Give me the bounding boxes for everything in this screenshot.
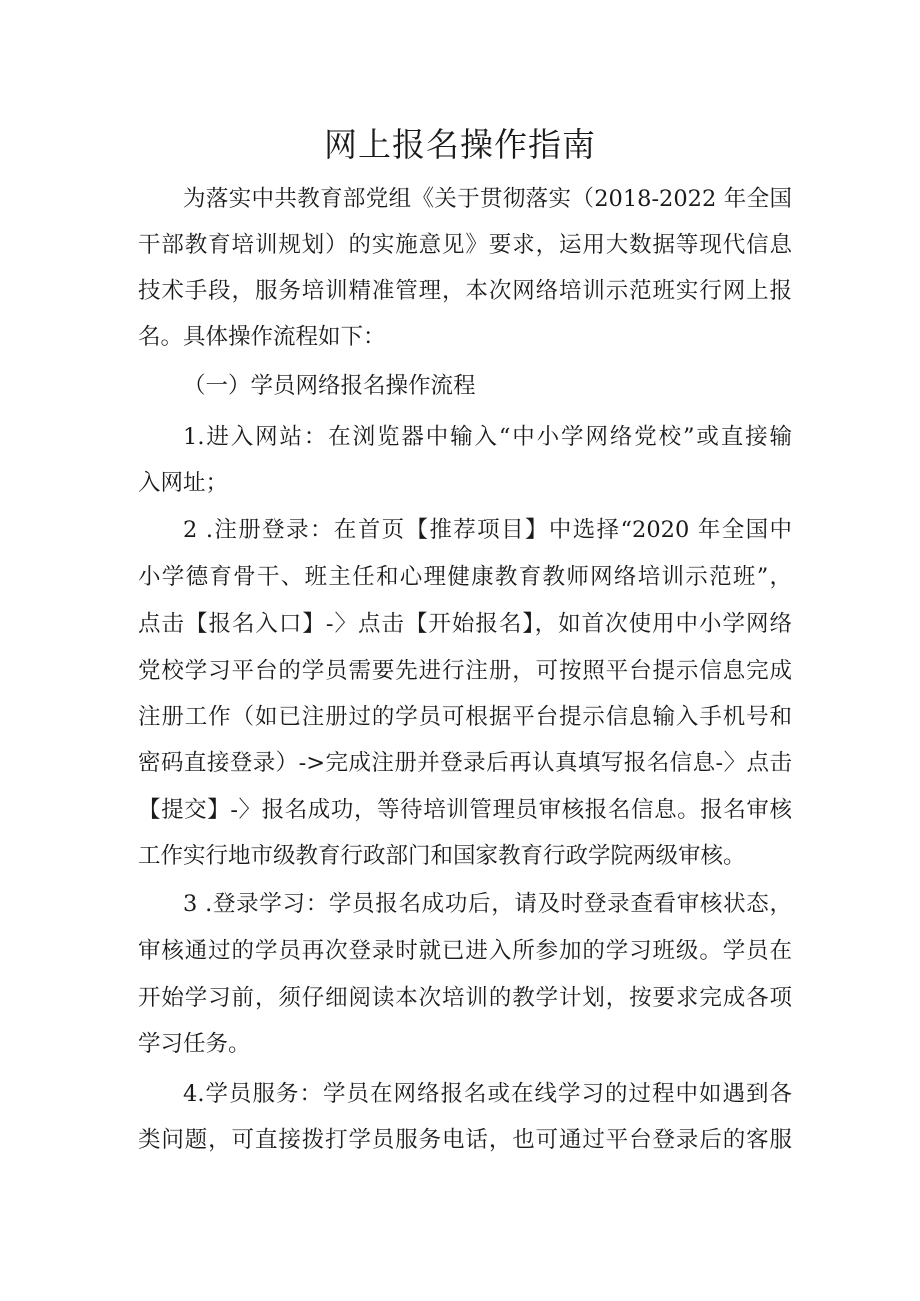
paragraph-line: 入网址； [138,470,229,496]
paragraph-line: 干部教育培训规划）的实施意见》要求，运用大数据等现代信息 [138,232,792,258]
section-heading: （一）学员网络报名操作流程 [183,373,476,399]
paragraph-line: 1.进入网站：在浏览器中输入“中小学网络党校”或直接输 [183,424,792,450]
paragraph-line: 2 .注册登录：在首页【推荐项目】中选择“2020 年全国中 [183,517,792,543]
paragraph-line: 注册工作（如已注册过的学员可根据平台提示信息输入手机号和 [138,704,792,730]
paragraph-line: 技术手段，服务培训精准管理，本次网络培训示范班实行网上报 [138,278,792,304]
paragraph-line: 小学德育骨干、班主任和心理健康教育教师网络培训示范班”， [138,564,792,590]
paragraph-line: 工作实行地市级教育行政部门和国家教育行政学院两级审核。 [138,843,746,869]
paragraph-line: 密码直接登录）->完成注册并登录后再认真填写报名信息-〉点击 [138,750,792,776]
paragraph-line: 为落实中共教育部党组《关于贯彻落实（2018-2022 年全国 [183,186,792,212]
paragraph-line: 3 .登录学习：学员报名成功后，请及时登录查看审核状态， [183,891,792,917]
paragraph-line: 党校学习平台的学员需要先进行注册，可按照平台提示信息完成 [138,658,792,684]
paragraph-line: 审核通过的学员再次登录时就已进入所参加的学习班级。学员在 [138,938,792,964]
paragraph-line: 类问题，可直接拨打学员服务电话，也可通过平台登录后的客服 [138,1127,792,1153]
paragraph-line: 开始学习前，须仔细阅读本次培训的教学计划，按要求完成各项 [138,985,792,1011]
paragraph-line: 【提交】-〉报名成功，等待培训管理员审核报名信息。报名审核 [138,797,792,823]
paragraph-line: 点击【报名入口】-〉点击【开始报名】，如首次使用中小学网络 [138,611,792,637]
paragraph-line: 4.学员服务：学员在网络报名或在线学习的过程中如遇到各 [183,1081,792,1107]
paragraph-line: 学习任务。 [138,1031,251,1057]
page-title: 网上报名操作指南 [324,125,596,164]
paragraph-line: 名。具体操作流程如下： [138,324,386,350]
